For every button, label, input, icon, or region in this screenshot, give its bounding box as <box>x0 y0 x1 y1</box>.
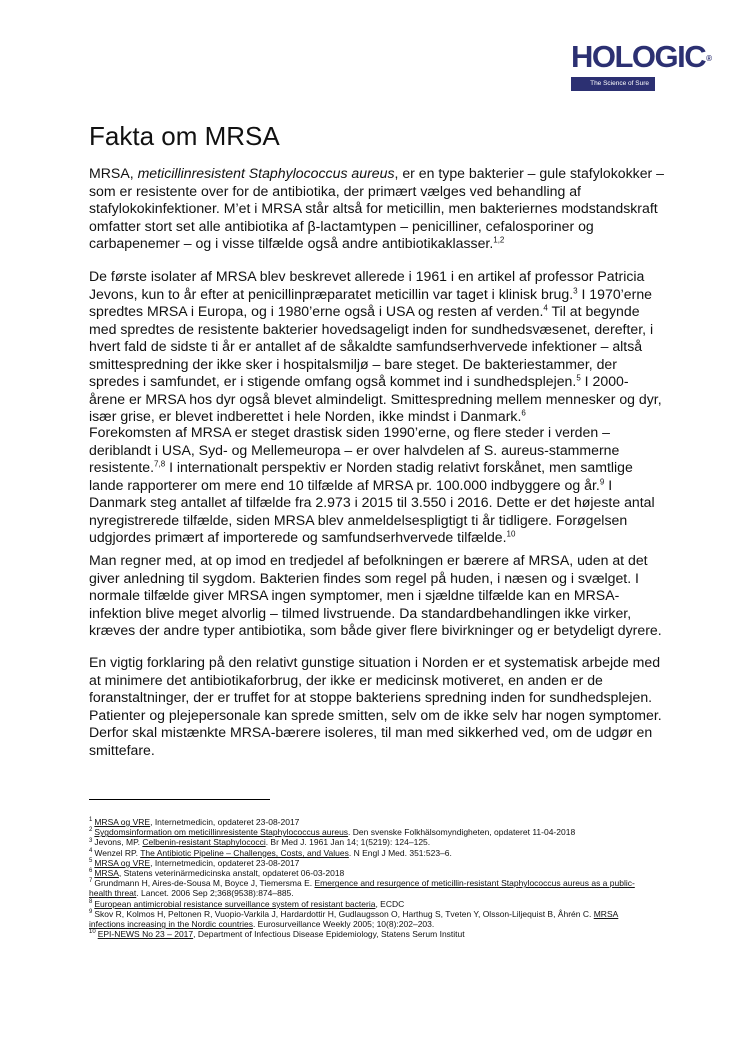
logo-tagline: The Science of Sure <box>571 77 655 91</box>
footnote-number: 7 <box>89 878 93 885</box>
footnote <box>89 868 651 878</box>
paragraph-nordic <box>89 654 664 759</box>
footnote-link[interactable]: Sygdomsinformation om meticillinresistente Staphylococcus aureus <box>94 827 349 838</box>
paragraph-intro <box>89 165 664 253</box>
footnotes <box>89 817 651 939</box>
text: Til at begynde med spredtes de resistente bakterier hovedsageligt inden for sundhedsvæsenet, derefter, i hvert fald de sidste ti år er antallet af de såkaldte samfundserhvervede infektioner – altså smittespredning der ikke sker i hospitalsmiljø – bare steget. De bakteriestammer, der spredes i samfundet, er i stigende omfang også kommet ind i sundhedsplejen. <box>89 303 654 389</box>
footnote-link[interactable]: Celbenin-resistant Staphylococci <box>142 837 266 848</box>
footnote <box>89 878 651 898</box>
footnote-link[interactable]: MRSA og VRE <box>94 857 151 868</box>
text: . Eurosurveillance Weekly 2005; 10(8):202–203. <box>252 919 435 930</box>
footnote-number: 10 <box>89 929 96 936</box>
footnote-link[interactable]: MRSA infections increasing in the Nordic countries <box>89 908 619 930</box>
hologic-logo <box>571 39 713 91</box>
footnote <box>89 848 651 858</box>
text: Skov R, Kolmos H, Peltonen R, Vuopio-Varkila J, Hardardottir H, Gudlaugsson O, Harthug S, Tveten Y, Olsson-Liljequist B, Åhrén C. <box>94 908 594 919</box>
text: Wenzel RP. <box>94 847 141 858</box>
page-title: Fakta om MRSA <box>89 121 280 151</box>
text: , ECDC <box>375 898 405 909</box>
footnote-ref[interactable]: 6 <box>521 408 526 418</box>
footnote <box>89 899 651 909</box>
paragraph-carriers <box>89 552 664 640</box>
text: I Danmark steg antallet af tilfælde fra 2.973 i 2015 til 3.550 i 2016. Dette er det højeste antal nyregistrerede tilfælde, siden MRSA blev anmeldelsespligtigt ti år tidligere. Forøgelsen udgjordes primært af importerede og samfundserhvervede tilfælde. <box>89 476 655 545</box>
footnote <box>89 837 651 847</box>
paragraph-history <box>89 268 664 426</box>
paragraph-prevalence <box>89 424 664 547</box>
text: . Br Med J. 1961 Jan 14; 1(5219): 124–125. <box>265 837 431 848</box>
text: , Internetmedicin, opdateret 23-08-2017 <box>150 817 300 827</box>
footnote-link[interactable]: Emergence and resurgence of meticillin-resistant Staphylococcus aureus as a public-health threat <box>89 878 635 899</box>
text: MRSA, <box>89 165 138 181</box>
footnote-link[interactable]: MRSA <box>94 868 119 879</box>
text: Jevons, MP. <box>94 837 143 848</box>
footnote <box>89 858 651 868</box>
text: De første isolater af MRSA blev beskrevet allerede i 1961 i en artikel af professor Patricia Jevons, kun to år efter at penicillinpræparatet meticillin var taget i klinisk brug. <box>89 268 645 302</box>
footnote-number: 5 <box>89 857 93 864</box>
text: Man regner med, at op imod en tredjedel af befolkningen er bærere af MRSA, uden at det giver anledning til sygdom. Bakterien findes som regel på huden, i næsen og i svælget. I normale tilfælde giver MRSA ingen symptomer, men i sjældne tilfælde kan en MRSA-infektion blive meget alvorlig – tilmed livstruende. Da standardbehandlingen ikke virker, kræves der andre typer antibiotika, som både giver flere bivirkninger og er betydeligt dyrere. <box>89 552 662 638</box>
footnote-link[interactable]: The Antibiotic Pipeline – Challenges, Costs, and Values <box>140 847 349 858</box>
footnote <box>89 827 651 837</box>
footnote-ref[interactable]: 4 <box>543 303 548 313</box>
footnote-link[interactable]: EPI-NEWS No 23 – 2017 <box>97 929 194 940</box>
text: . Lancet. 2006 Sep 2;368(9538):874–885. <box>136 888 294 899</box>
text: , er en type bakterier – gule stafylokokker – som er resistente over for de antibiotika, der primært vælges ved behandling af stafylokokinfektioner. M’et i MRSA står altså for meticillin, men bakteriernes modstandskraft omfatter stort set alle antibiotika af β-lactamtypen – penicilliner, cefalosporiner og carbapenemer – og i visse tilfælde også andre antibiotikaklasser. <box>89 165 664 251</box>
text: I 1970’erne spredtes MRSA i Europa, og i 1980’erne også i USA og resten af verden. <box>89 285 653 319</box>
footnote-link[interactable]: European antimicrobial resistance surveillance system of resistant bacteria <box>94 898 376 909</box>
footnote-number: 2 <box>89 827 93 834</box>
text: . N Engl J Med. 351:523–6. <box>348 847 452 858</box>
footnote-link[interactable]: MRSA og VRE <box>94 817 151 827</box>
text: , Department of Infectious Disease Epidemiology, Statens Serum Institut <box>193 929 465 940</box>
footnote-divider <box>89 799 270 800</box>
footnote-ref[interactable]: 7,8 <box>154 459 166 469</box>
footnote-number: 3 <box>89 837 93 844</box>
text: Grundmann H, Aires-de-Sousa M, Boyce J, Tiemersma E. <box>94 878 315 889</box>
logo-registered-mark: ® <box>706 54 713 63</box>
footnote-number: 9 <box>89 909 93 915</box>
footnote-number: 8 <box>89 898 93 905</box>
logo-word: HOLOGIC <box>571 39 706 74</box>
footnote-ref[interactable]: 9 <box>599 476 605 486</box>
footnote-ref[interactable]: 3 <box>573 285 578 295</box>
text: , Statens veterinärmedicinska anstalt, opdateret 06-03-2018 <box>118 868 345 879</box>
logo-wordmark <box>571 39 713 74</box>
text: . Den svenske Folkhälsomyndigheten, opdateret 11-04-2018 <box>348 827 576 838</box>
footnote <box>89 929 651 939</box>
footnote <box>89 909 651 929</box>
footnote-number: 6 <box>89 868 93 875</box>
text: En vigtig forklaring på den relativt gunstige situation i Norden er et systematisk arbejde med at minimere det antibiotikaforbrug, der ikke er medicinsk motiveret, en anden er de foranstaltninger, der er truffet for at stoppe bakteriens spredning inden for sundhedsplejen. Patienter og plejepersonale kan sprede smitten, selv om de ikke selv har nogen symptomer. Derfor skal mistænkte MRSA-bærere isoleres, til man med sikkerhed ved, om de udgør en smittefare. <box>89 654 662 758</box>
footnote-ref[interactable]: 1,2 <box>493 235 505 245</box>
text: I 2000-årene er MRSA hos dyr også blevet almindeligt. Smittespredning mellem mennesker og dyr, især grise, er blevet indberettet i hele Norden, ikke mindst i Danmark. <box>89 373 662 424</box>
italic-text: meticillinresistent Staphylococcus aureus <box>137 165 395 181</box>
footnote-ref[interactable]: 5 <box>576 373 581 383</box>
footnote-number: 1 <box>89 817 93 824</box>
text: , Internetmedicin, opdateret 23-08-2017 <box>150 857 300 868</box>
text: I internationalt perspektiv er Norden stadig relativt forskånet, men samtlige lande rapporterer om mere end 10 tilfælde af MRSA pr. 100.000 indbyggere og år. <box>89 459 633 493</box>
text: Forekomsten af MRSA er steget drastisk siden 1990’erne, og flere steder i verden – deriblandt i USA, Syd- og Mellemeuropa – er over halvdelen af S. aureus-stammerne resistente. <box>89 424 620 475</box>
footnote-number: 4 <box>89 847 93 854</box>
footnote <box>89 817 651 827</box>
footnote-ref[interactable]: 10 <box>506 529 516 539</box>
